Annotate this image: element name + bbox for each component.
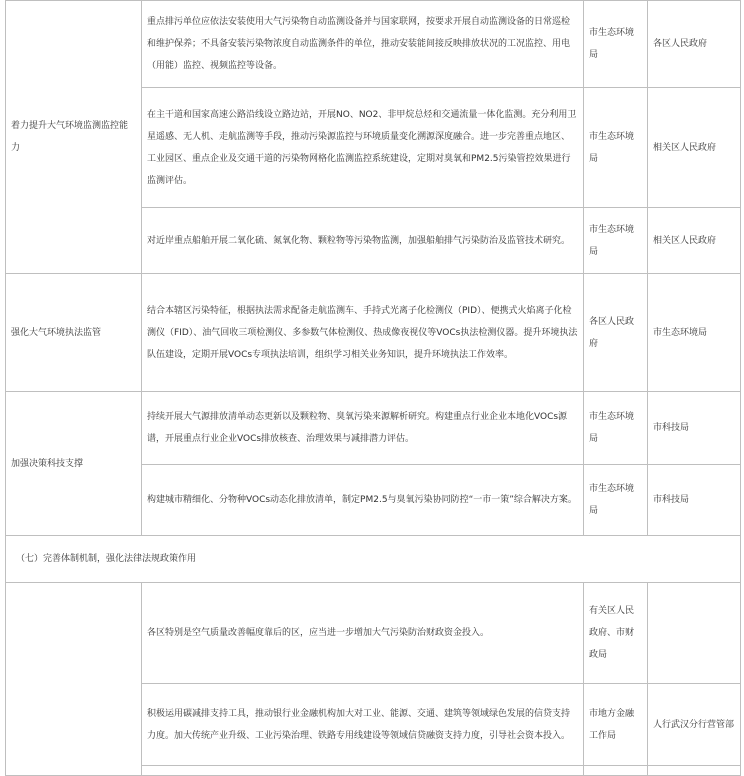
policy-task-table xyxy=(5,0,741,776)
responsible-department: 人行武汉分行营管部 xyxy=(648,684,741,766)
measure-content: 积极运用碳减排支持工具，推动银行业金融机构加大对工业、能源、交通、建筑等领域绿色发展的信贷支持力度。加大传统产业升级、工业污染治理、铁路专用线建设等领域信贷融资支持力度，引导社会资本投入。 xyxy=(142,684,584,766)
responsible-department: 市生态环境局 xyxy=(648,274,741,392)
lead-department: 市生态环境局 xyxy=(584,88,648,208)
task-cell-tech-support: 加强决策科技支撑 xyxy=(6,392,142,536)
table-row xyxy=(6,1,741,88)
measure-content: 持续开展大气源排放清单动态更新以及颗粒物、臭氧污染来源解析研究。构建重点行业企业本地化VOCs源谱，开展重点行业企业VOCs排放核查、治理效果与减排潜力评估。 xyxy=(142,392,584,465)
section-heading: （七）完善体制机制，强化法律法规政策作用 xyxy=(6,536,741,583)
measure-content: 重点排污单位应依法安装使用大气污染物自动监测设备并与国家联网，按要求开展自动监测设备的日常巡检和维护保养；不具备安装污染物浓度自动监测条件的单位，推动安装能间接反映排放状况的工况监控、用电（用能）监控、视频监控等设备。 xyxy=(142,1,584,88)
measure-content: 结合本辖区污染特征，根据执法需求配备走航监测车、手持式光离子化检测仪（PID）、便携式火焰离子化检测仪（FID）、油气回收三项检测仪、多参数气体检测仪、热成像夜视仪等VOCs执法检测仪器。提升环境执法队伍建设，定期开展VOCs专项执法培训，组织学习相关业务知识，提升环境执法工作效率。 xyxy=(142,274,584,392)
lead-department: 市生态环境局 xyxy=(584,465,648,536)
measure-content: 在主干道和国家高速公路沿线设立路边站，开展NO、NO2、非甲烷总烃和交通流量一体化监测。充分利用卫星遥感、无人机、走航监测等手段，推动污染源监控与环境质量变化溯源深度融合。进一步完善重点地区、工业园区、重点企业及交通干道的污染物网格化监测监控系统建设，定期对臭氧和PM2.5污染管控效果进行监测评估。 xyxy=(142,88,584,208)
responsible-department: 相关区人民政府 xyxy=(648,88,741,208)
measure-content: 对近岸重点船舶开展二氧化硫、氮氧化物、颗粒物等污染物监测，加强船舶排气污染防治及监管技术研究。 xyxy=(142,208,584,274)
lead-department: 有关区人民政府、市财政局 xyxy=(584,583,648,684)
responsible-department: 市科技局 xyxy=(648,392,741,465)
lead-department xyxy=(584,766,648,776)
task-cell-monitoring-capacity: 着力提升大气环境监测监控能力 xyxy=(6,1,142,274)
section-row xyxy=(6,536,741,583)
responsible-department: 相关区人民政府 xyxy=(648,208,741,274)
measure-content: 构建城市精细化、分物种VOCs动态化排放清单，制定PM2.5与臭氧污染协同防控“一市一策”综合解决方案。 xyxy=(142,465,584,536)
responsible-department xyxy=(648,583,741,684)
lead-department: 市地方金融工作局 xyxy=(584,684,648,766)
lead-department: 市生态环境局 xyxy=(584,392,648,465)
lead-department: 市生态环境局 xyxy=(584,1,648,88)
table-row xyxy=(6,274,741,392)
table-row xyxy=(6,392,741,465)
task-cell-funding xyxy=(6,583,142,776)
responsible-department xyxy=(648,766,741,776)
responsible-department: 市科技局 xyxy=(648,465,741,536)
responsible-department: 各区人民政府 xyxy=(648,1,741,88)
table-row xyxy=(6,583,741,684)
lead-department: 市生态环境局 xyxy=(584,208,648,274)
measure-content xyxy=(142,766,584,776)
task-cell-enforcement: 强化大气环境执法监管 xyxy=(6,274,142,392)
lead-department: 各区人民政府 xyxy=(584,274,648,392)
measure-content: 各区特别是空气质量改善幅度靠后的区，应当进一步增加大气污染防治财政资金投入。 xyxy=(142,583,584,684)
